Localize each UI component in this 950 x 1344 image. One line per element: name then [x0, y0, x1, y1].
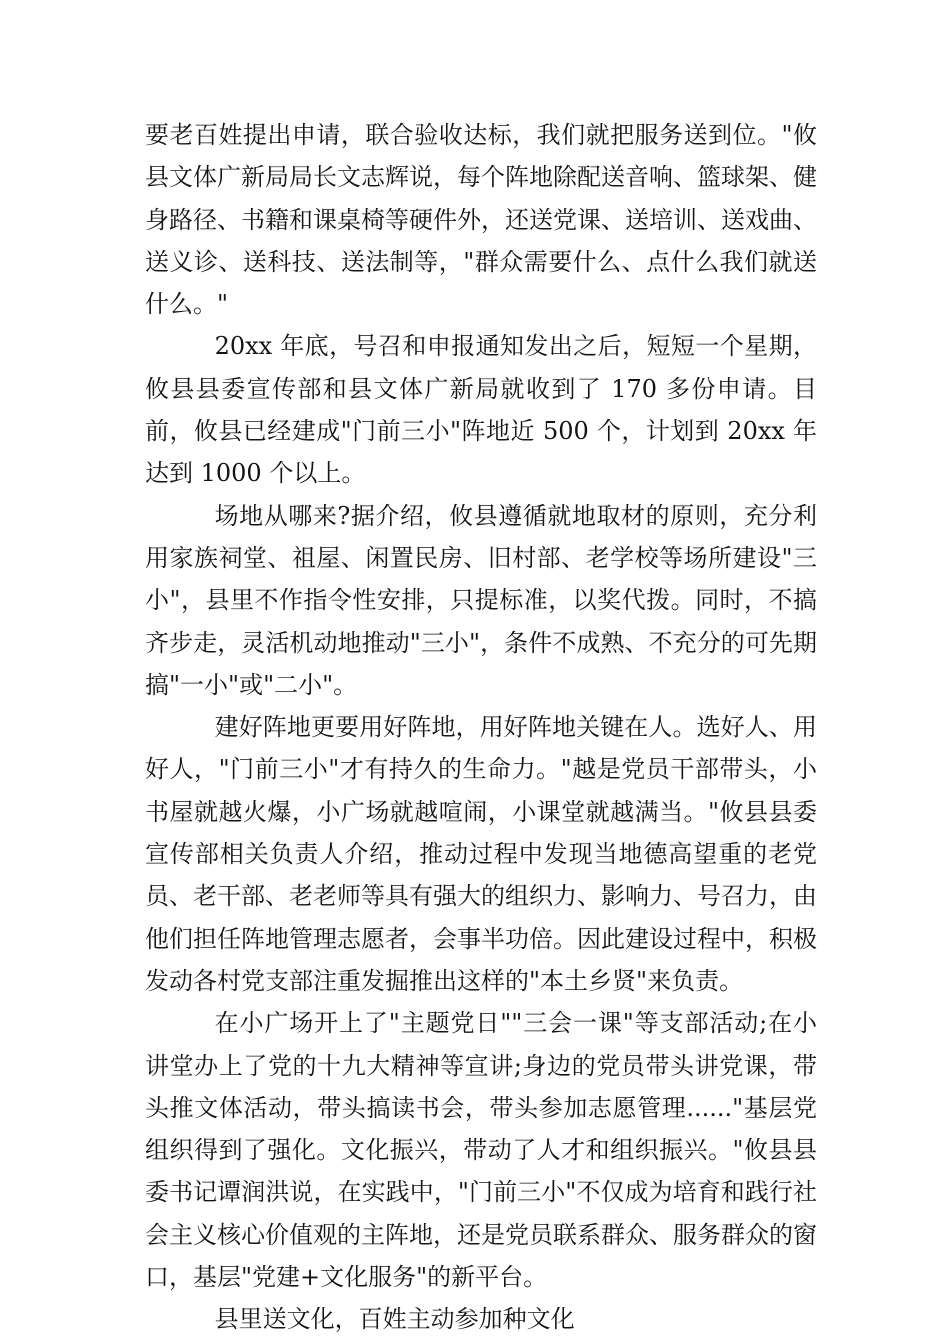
paragraph-3: 场地从哪来?据介绍，攸县遵循就地取材的原则，充分利用家族祠堂、祖屋、闲置民房、旧村部、老学校等场所建设"三小"，县里不作指令性安排，只提标准，以奖代拨。同时，不搞齐步走，灵活机动地推动"三小"，条件不成熟、不充分的可先期搞"一小"或"二小"。 [145, 501, 817, 699]
paragraph-1: 要老百姓提出申请，联合验收达标，我们就把服务送到位。"攸县文体广新局局长文志辉说，每个阵地除配送音响、篮球架、健身路径、书籍和课桌椅等硬件外，还送党课、送培训、送戏曲、送义诊、送科技、送法制等，"群众需要什么、点什么我们就送什么。" [145, 121, 817, 319]
paragraph-5: 在小广场开上了"主题党日""三会一课"等支部活动;在小讲堂办上了党的十九大精神等宣讲;身边的党员带头讲党课，带头推文体活动，带头搞读书会，带头参加志愿管理......"基层党组织得到了强化。文化振兴，带动了人才和组织振兴。"攸县县委书记谭润洪说，在实践中，"门前三小"不仅成为培育和践行社会主义核心价值观的主阵地，还是党员联系群众、服务群众的窗口，基层"党建+文化服务"的新平台。 [145, 1009, 817, 1292]
paragraph-4: 建好阵地更要用好阵地，用好阵地关键在人。选好人、用好人，"门前三小"才有持久的生命力。"越是党员干部带头，小书屋就越火爆，小广场就越喧闹，小课堂就越满当。"攸县县委宣传部相关负责人介绍，推动过程中发现当地德高望重的老党员、老干部、老老师等具有强大的组织力、影响力、号召力，由他们担任阵地管理志愿者，会事半功倍。因此建设过程中，积极发动各村党支部注重发掘推出这样的"本土乡贤"来负责。 [145, 713, 817, 995]
body-text [145, 114, 817, 1341]
paragraph-2: 20xx 年底，号召和申报通知发出之后，短短一个星期，攸县县委宣传部和县文体广新局就收到了 170 多份申请。目前，攸县已经建成"门前三小"阵地近 500 个，计划到 20xx 年达到 1000 个以上。 [145, 332, 817, 488]
section-heading: 县里送文化，百姓主动参加种文化 [214, 1305, 575, 1334]
